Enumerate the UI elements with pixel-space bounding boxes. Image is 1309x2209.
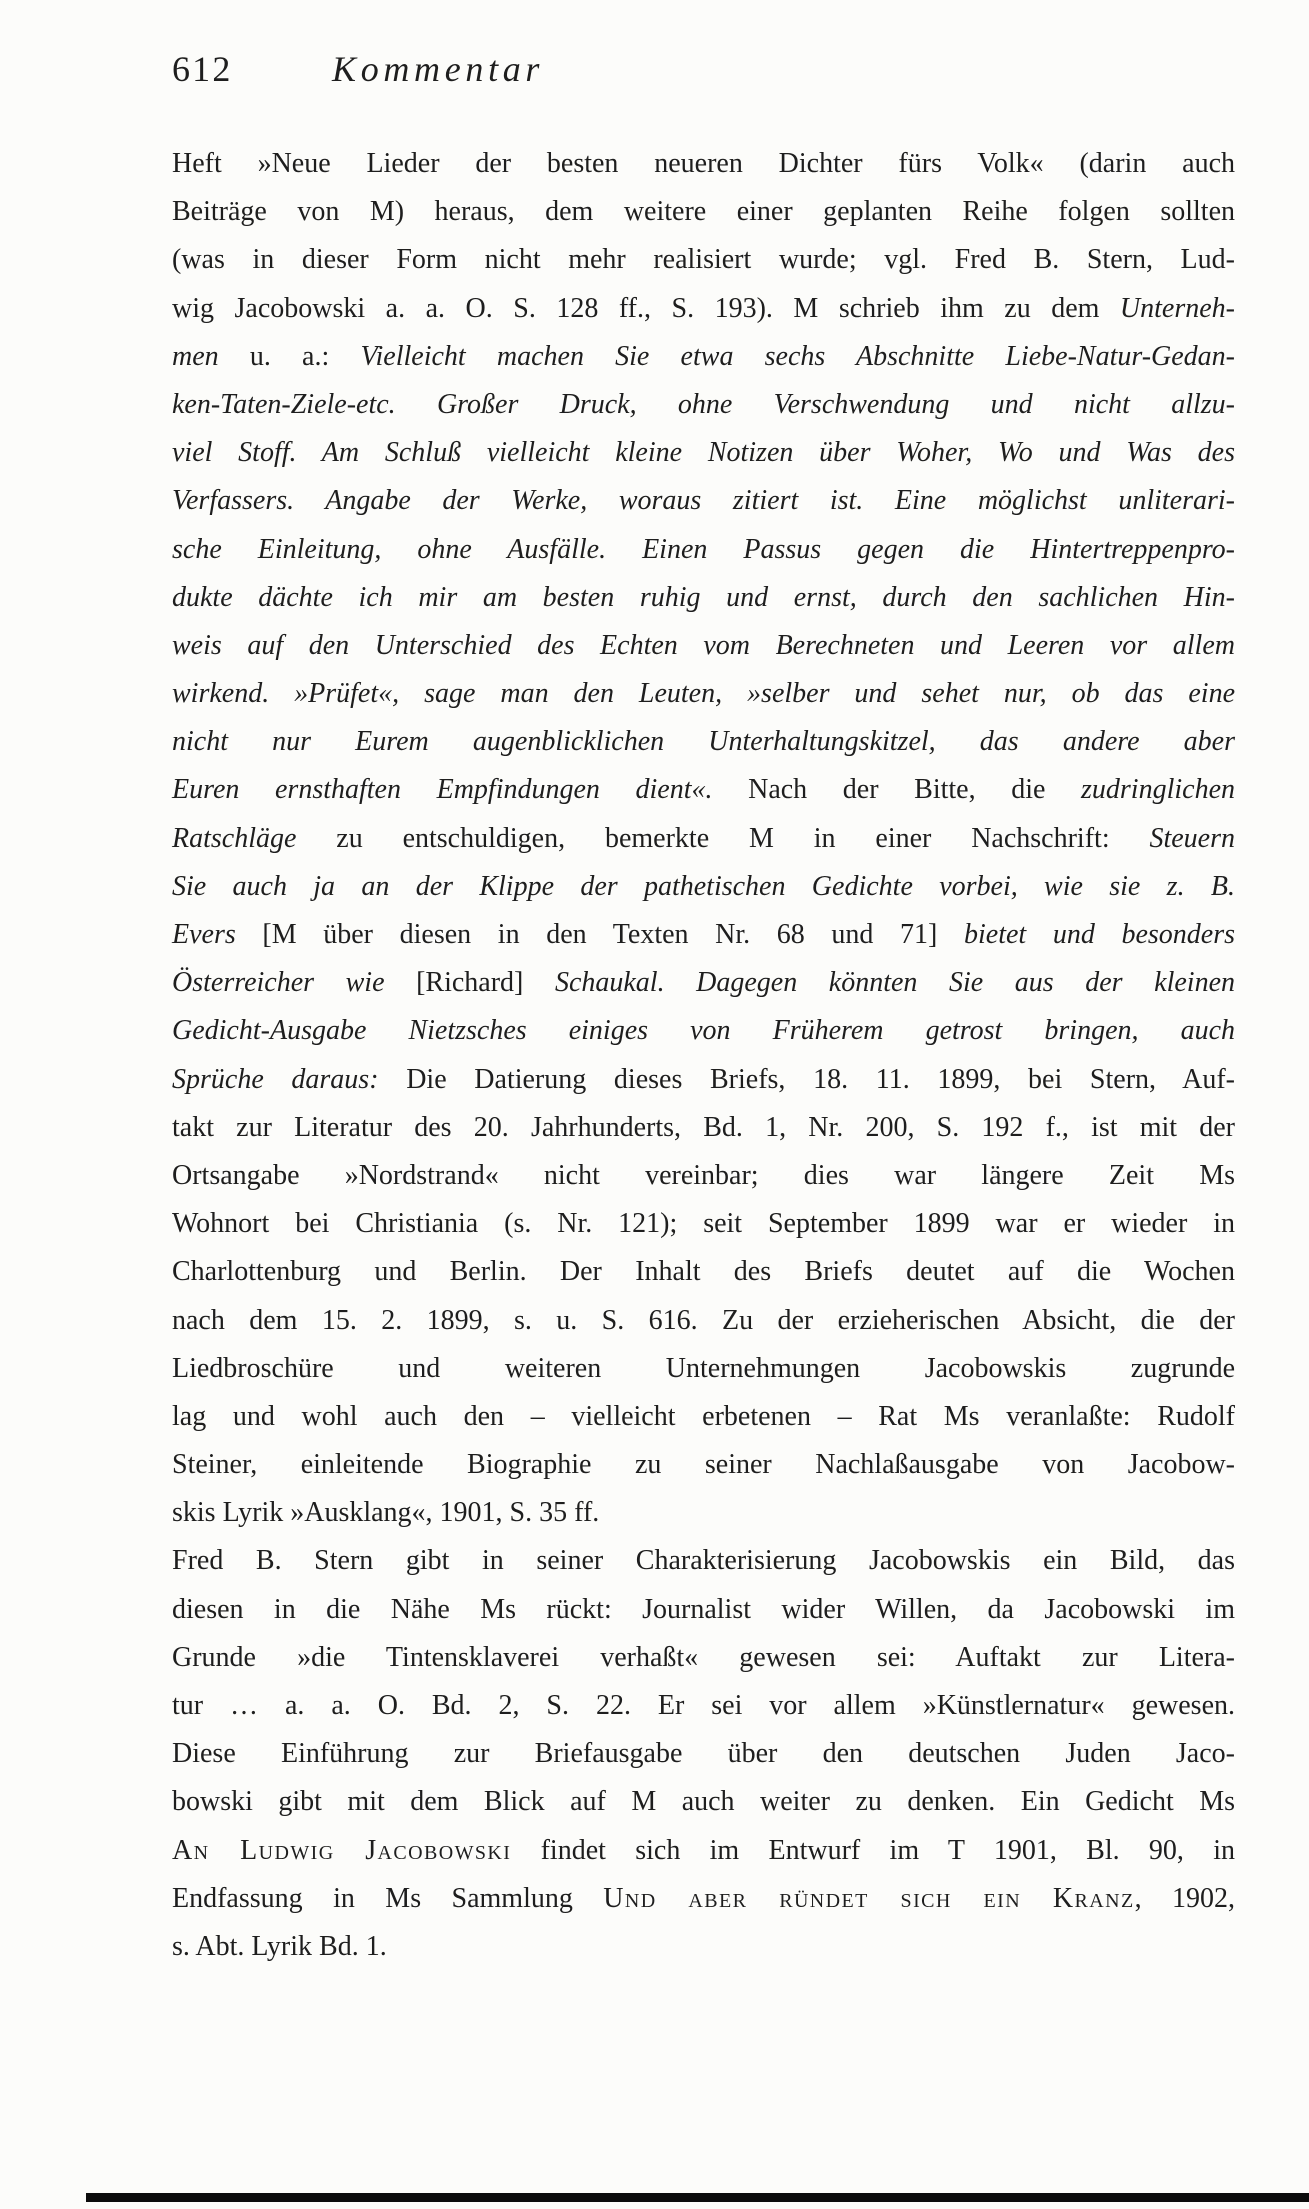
roman-run: u. a.:	[218, 340, 361, 372]
text-line	[172, 1345, 1235, 1393]
italic-run: Vielleicht machen Sie etwa sechs Abschnitte Liebe-Natur-Gedan-	[360, 340, 1235, 372]
text-line	[172, 959, 1235, 1007]
text-line	[172, 236, 1235, 284]
italic-run: Steuern	[1149, 822, 1235, 854]
text-line	[172, 1730, 1235, 1778]
text-line	[172, 1200, 1235, 1248]
roman-run: diesen in die Nähe Ms rückt: Journalist wider Willen, da Jacobowski im	[172, 1593, 1235, 1625]
roman-run: bowski gibt mit dem Blick auf M auch weiter zu denken. Ein Gedicht Ms	[172, 1786, 1235, 1818]
roman-run: takt zur Literatur des 20. Jahrhunderts, Bd. 1, Nr. 200, S. 192 f., ist mit der	[172, 1111, 1235, 1143]
smallcaps-run: Und aber ründet sich ein Kranz	[603, 1882, 1135, 1914]
italic-run: Euren ernsthaften Empfindungen dient«.	[172, 774, 713, 806]
page-number: 612	[172, 49, 233, 89]
text-line	[172, 285, 1235, 333]
roman-run: Fred B. Stern gibt in seiner Charakterisierung Jacobowskis ein Bild, das	[172, 1545, 1235, 1577]
italic-run: wirkend. »Prüfet«, sage man den Leuten, »selber und sehet nur, ob das eine	[172, 678, 1235, 710]
italic-run: Schaukal. Dagegen könnten Sie aus der kleinen	[554, 967, 1235, 999]
text-line	[172, 1586, 1235, 1634]
text-line	[172, 1441, 1235, 1489]
roman-run: Liedbroschüre und weiteren Unternehmungen Jacobowskis zugrunde	[172, 1352, 1235, 1384]
text-line	[172, 1537, 1235, 1585]
text-line	[172, 911, 1235, 959]
italic-run: Sprüche daraus:	[172, 1063, 407, 1095]
roman-run: Nach der Bitte, die	[712, 774, 1082, 806]
running-head	[172, 48, 1235, 98]
italic-run: sche Einleitung, ohne Ausfälle. Einen Passus gegen die Hintertreppenpro-	[172, 533, 1235, 565]
roman-run: Steiner, einleitende Biographie zu seiner Nachlaßausgabe von Jacobow-	[172, 1449, 1235, 1481]
text-line	[172, 188, 1235, 236]
text-line	[172, 1489, 1235, 1537]
text-line	[172, 863, 1235, 911]
roman-run: wig Jacobowski a. a. O. S. 128 ff., S. 193). M schrieb ihm zu dem	[172, 292, 1120, 324]
text-line	[172, 429, 1235, 477]
text-line	[172, 1634, 1235, 1682]
italic-run: Unterneh-	[1119, 292, 1235, 324]
text-line	[172, 333, 1235, 381]
italic-run: nicht nur Eurem augenblicklichen Unterhaltungskitzel, das andere aber	[172, 726, 1235, 758]
roman-run: Heft »Neue Lieder der besten neueren Dichter fürs Volk« (darin auch	[172, 148, 1235, 179]
italic-run: zudringlichen	[1081, 774, 1236, 806]
text-line	[172, 1297, 1235, 1345]
text-line	[172, 1393, 1235, 1441]
italic-run: Ratschläge	[172, 822, 297, 854]
roman-run: zu entschuldigen, bemerkte M in einer Nachschrift:	[296, 822, 1150, 854]
roman-run: tur … a. a. O. Bd. 2, S. 22. Er sei vor allem »Künstlernatur« gewesen.	[172, 1690, 1235, 1721]
roman-run: [M über diesen in den Texten Nr. 68 und 71]	[235, 919, 964, 950]
roman-run: skis Lyrik »Ausklang«, 1901, S. 35 ff.	[172, 1497, 600, 1529]
italic-run: men	[172, 340, 219, 372]
text-line	[172, 1152, 1235, 1200]
roman-run: nach dem 15. 2. 1899, s. u. S. 616. Zu der erzieherischen Absicht, die der	[172, 1304, 1235, 1336]
roman-run: findet sich im Entwurf im T 1901, Bl. 90, in	[511, 1834, 1236, 1866]
text-line	[172, 1007, 1235, 1055]
text-line	[172, 1923, 1235, 1971]
italic-run: dukte dächte ich mir am besten ruhig und ernst, durch den sachlichen Hin-	[172, 581, 1235, 613]
text-line	[172, 1827, 1235, 1875]
smallcaps-run: An Ludwig Jacobowski	[172, 1834, 512, 1866]
italic-run: bietet und besonders	[964, 919, 1235, 950]
text-line	[172, 815, 1235, 863]
roman-run: [Richard]	[416, 967, 555, 999]
italic-run: ken-Taten-Ziele-etc. Großer Druck, ohne Verschwendung und nicht allzu-	[172, 388, 1235, 420]
text-line	[172, 622, 1235, 670]
text-line	[172, 477, 1235, 525]
text-line	[172, 574, 1235, 622]
roman-run: Wohnort bei Christiania (s. Nr. 121); seit September 1899 war er wieder in	[172, 1208, 1235, 1240]
text-line	[172, 1875, 1235, 1923]
italic-run: Verfassers. Angabe der Werke, woraus zitiert ist. Eine möglichst unliterari-	[172, 485, 1235, 517]
text-line	[172, 1248, 1235, 1296]
header-title: Kommentar	[332, 49, 545, 89]
text-line	[172, 140, 1235, 188]
scan-edge-bar	[86, 2193, 1309, 2202]
roman-run: Ortsangabe »Nordstrand« nicht vereinbar; dies war längere Zeit Ms	[172, 1159, 1235, 1191]
text-line	[172, 670, 1235, 718]
roman-run: , 1902,	[1134, 1882, 1235, 1914]
text-line	[172, 718, 1235, 766]
text-line	[172, 526, 1235, 574]
roman-run: Endfassung in Ms Sammlung	[172, 1882, 604, 1914]
text-line	[172, 1056, 1235, 1104]
text-line	[172, 381, 1235, 429]
text-line	[172, 1682, 1235, 1730]
italic-run: Sie auch ja an der Klippe der pathetischen Gedichte vorbei, wie sie z. B.	[172, 870, 1235, 902]
italic-run: Gedicht-Ausgabe Nietzsches einiges von Früherem getrost bringen, auch	[172, 1015, 1235, 1047]
text-line	[172, 1104, 1235, 1152]
italic-run: Österreicher wie	[172, 967, 417, 999]
roman-run: lag und wohl auch den – vielleicht erbetenen – Rat Ms veranlaßte: Rudolf	[172, 1400, 1235, 1432]
text-line	[172, 1778, 1235, 1826]
text-line	[172, 766, 1235, 814]
roman-run: s. Abt. Lyrik Bd. 1.	[172, 1930, 387, 1962]
roman-run: Die Datierung dieses Briefs, 18. 11. 1899, bei Stern, Auf-	[406, 1063, 1235, 1095]
roman-run: Charlottenburg und Berlin. Der Inhalt des Briefs deutet auf die Wochen	[172, 1256, 1235, 1288]
roman-run: Diese Einführung zur Briefausgabe über den deutschen Juden Jaco-	[172, 1738, 1235, 1770]
italic-run: weis auf den Unterschied des Echten vom Berechneten und Leeren vor allem	[172, 629, 1235, 661]
text-block	[172, 140, 1235, 1971]
roman-run: Beiträge von M) heraus, dem weitere einer geplanten Reihe folgen sollten	[172, 196, 1235, 228]
roman-run: (was in dieser Form nicht mehr realisiert wurde; vgl. Fred B. Stern, Lud-	[172, 244, 1235, 276]
italic-run: viel Stoff. Am Schluß vielleicht kleine Notizen über Woher, Wo und Was des	[172, 437, 1235, 469]
roman-run: Grunde »die Tintensklaverei verhaßt« gewesen sei: Auftakt zur Litera-	[172, 1641, 1235, 1673]
italic-run: Evers	[172, 919, 236, 950]
